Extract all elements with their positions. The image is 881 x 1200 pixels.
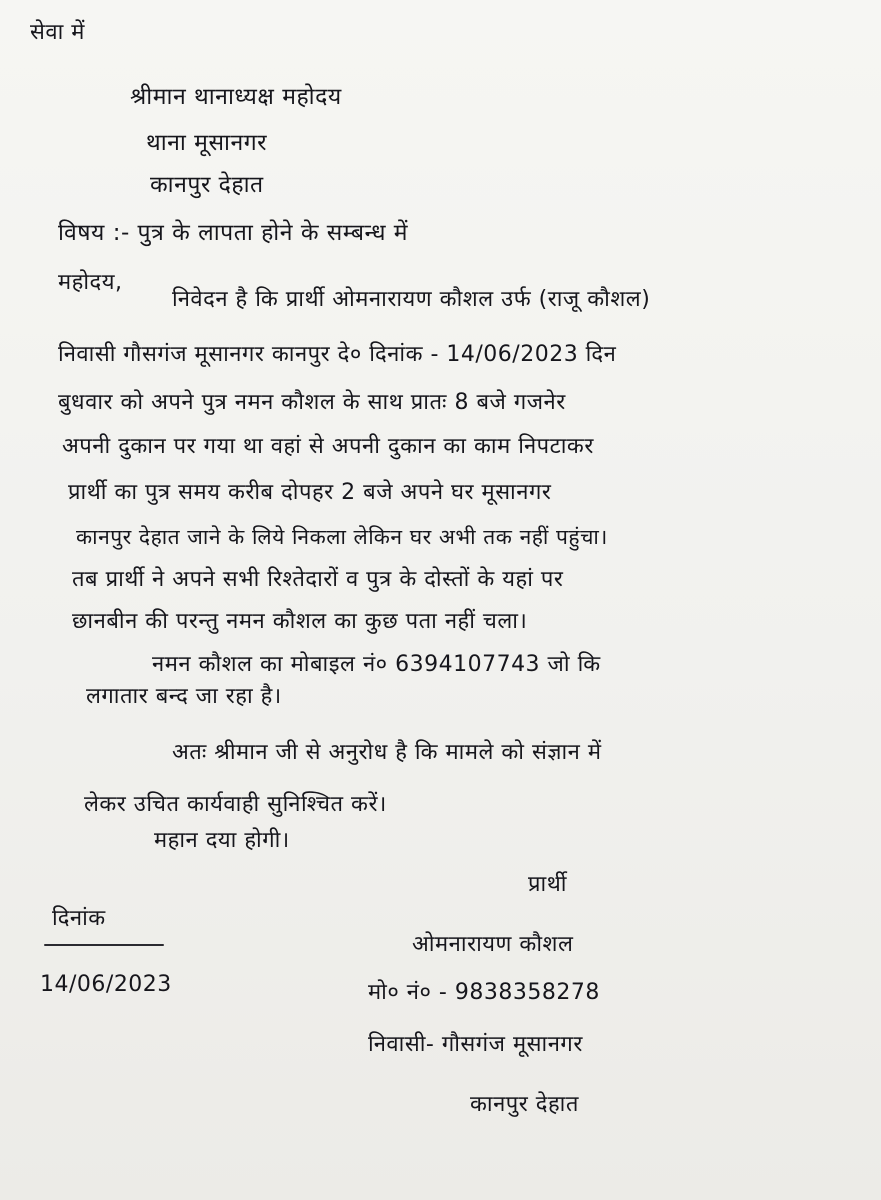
recipient-line-2: थाना मूसानगर (146, 130, 268, 156)
body-line-6: कानपुर देहात जाने के लिये निकला लेकिन घर अभी तक नहीं पहुंचा। (76, 525, 608, 549)
sender-address-2: कानपुर देहात (470, 1092, 579, 1117)
body-line-5: प्रार्थी का पुत्र समय करीब दोपहर 2 बजे अपने घर मूसानगर (68, 480, 552, 505)
signoff-label: प्रार्थी (528, 872, 567, 897)
date-underline (44, 944, 164, 946)
sender-address-1: निवासी- गौसगंज मूसानगर (368, 1032, 583, 1057)
subject-line: विषय :- पुत्र के लापता होने के सम्बन्ध में (58, 220, 409, 246)
body-line-1: निवेदन है कि प्रार्थी ओमनारायण कौशल उर्फ (राजू कौशल) (172, 287, 651, 312)
body-line-11: अतः श्रीमान जी से अनुरोध है कि मामले को संज्ञान में (172, 740, 602, 765)
body-line-9: नमन कौशल का मोबाइल नं० 6394107743 जो कि (152, 652, 601, 677)
body-line-7: तब प्रार्थी ने अपने सभी रिश्तेदारों व पुत्र के दोस्तों के यहां पर (72, 567, 564, 592)
body-line-2: निवासी गौसगंज मूसानगर कानपुर दे० दिनांक - 14/06/2023 दिन (58, 342, 617, 367)
body-line-4: अपनी दुकान पर गया था वहां से अपनी दुकान का काम निपटाकर (62, 434, 594, 459)
sender-mobile: मो० नं० - 9838358278 (368, 980, 600, 1005)
date-label: दिनांक (52, 906, 106, 931)
sender-name: ओमनारायण कौशल (412, 932, 574, 957)
body-line-12: लेकर उचित कार्यवाही सुनिश्चित करें। (84, 792, 387, 817)
salutation-to: सेवा में (30, 20, 85, 45)
body-line-8: छानबीन की परन्तु नमन कौशल का कुछ पता नहीं चला। (72, 609, 528, 634)
recipient-line-3: कानपुर देहात (150, 172, 264, 198)
greeting: महोदय, (58, 270, 123, 295)
body-line-10: लगातार बन्द जा रहा है। (86, 684, 282, 709)
body-line-13: महान दया होगी। (154, 828, 290, 853)
date-value: 14/06/2023 (40, 972, 172, 997)
recipient-line-1: श्रीमान थानाध्यक्ष महोदय (130, 84, 342, 110)
body-line-3: बुधवार को अपने पुत्र नमन कौशल के साथ प्रातः 8 बजे गजनेर (58, 390, 566, 415)
